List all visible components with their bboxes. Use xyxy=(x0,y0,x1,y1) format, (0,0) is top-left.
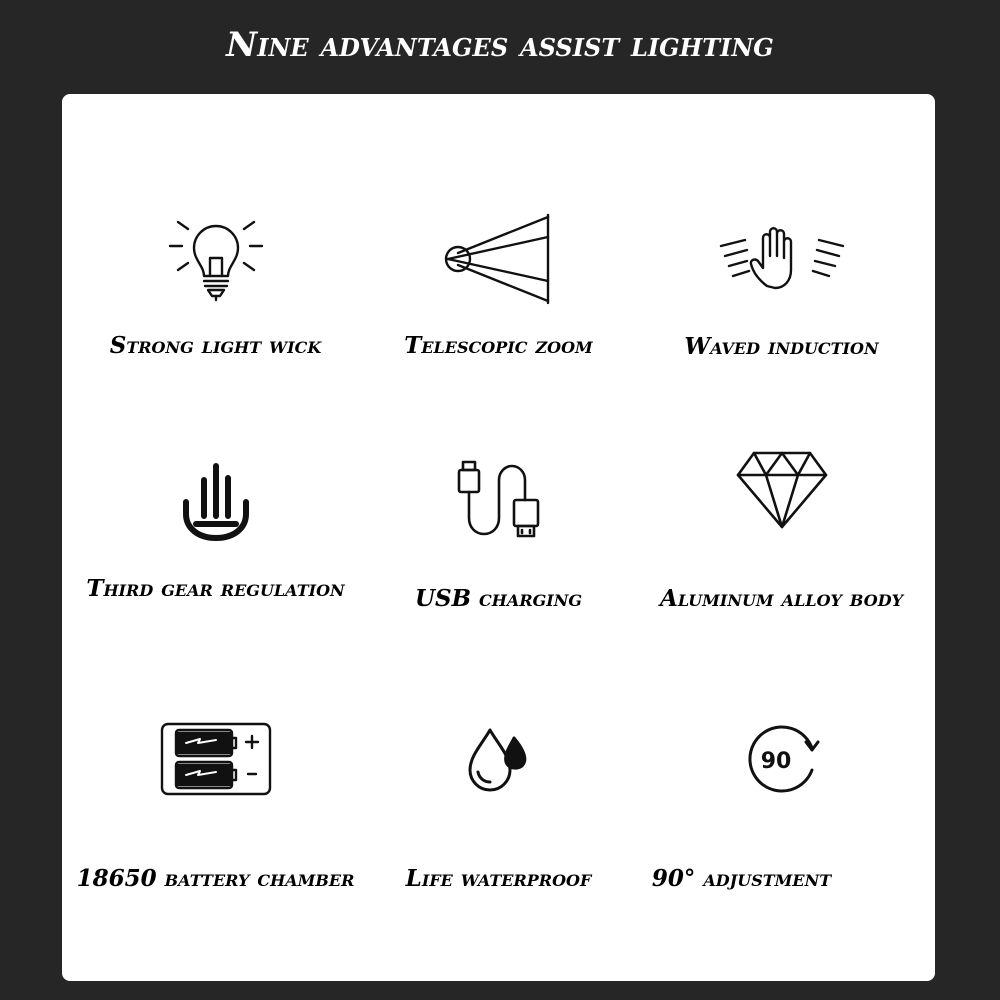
feature-usb-charging xyxy=(353,444,644,724)
feature-life-waterproof xyxy=(353,704,644,984)
feature-label: 18650 battery chamber xyxy=(76,865,355,892)
features-card xyxy=(62,94,935,981)
usb-cable-icon xyxy=(353,444,644,554)
feature-telescopic-zoom xyxy=(353,194,644,474)
diamond-icon xyxy=(636,434,927,544)
feature-strong-light-wick xyxy=(70,194,361,474)
feature-label: USB charging xyxy=(414,585,583,612)
battery-chamber-icon xyxy=(70,704,361,814)
feature-label: Third gear regulation xyxy=(86,575,345,602)
rotate-90-icon xyxy=(636,704,927,814)
feature-label: Strong light wick xyxy=(109,332,322,359)
wave-hand-icon xyxy=(636,204,927,314)
feature-label: Telescopic zoom xyxy=(404,332,593,359)
feature-90-adjustment xyxy=(636,704,927,984)
feature-label: 90° adjustment xyxy=(651,865,832,892)
feature-label: Aluminum alloy body xyxy=(659,585,903,612)
feature-third-gear-regulation xyxy=(70,444,361,724)
feature-aluminum-alloy-body xyxy=(636,444,927,724)
feature-18650-battery-chamber xyxy=(70,704,361,984)
telescopic-zoom-icon xyxy=(353,204,644,314)
feature-waved-induction xyxy=(636,194,927,474)
light-bulb-icon xyxy=(70,204,361,314)
feature-label: Waved induction xyxy=(684,333,879,360)
page-title: Nine advantages assist lighting xyxy=(226,25,774,65)
rotate-90-icon-text: 90 xyxy=(760,749,791,774)
water-drops-icon xyxy=(353,704,644,814)
three-finger-hand-icon xyxy=(70,444,361,554)
feature-label: Life waterproof xyxy=(405,865,592,892)
